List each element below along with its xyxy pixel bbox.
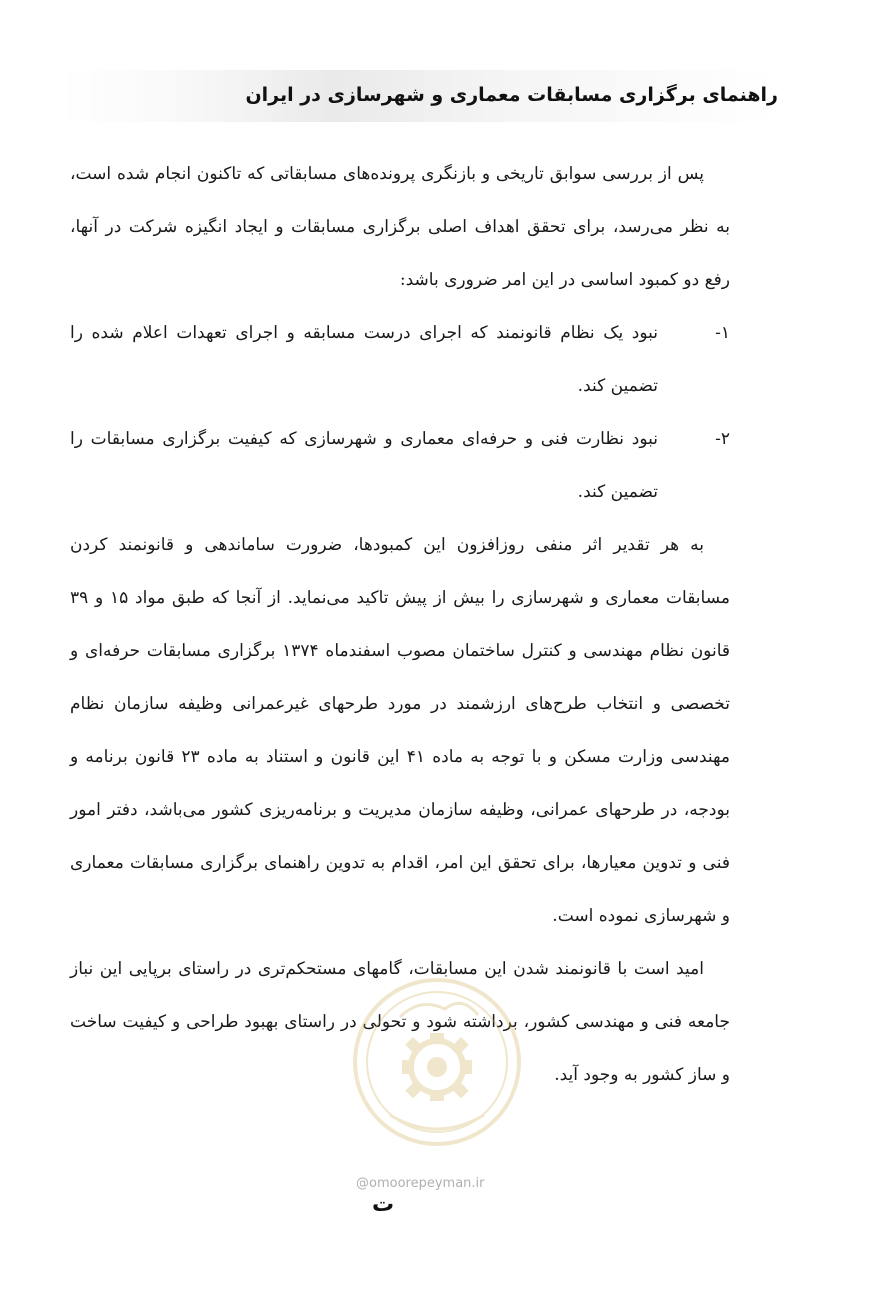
list-item-number: ۲- [715,429,730,449]
running-header [60,70,780,122]
body-paragraph: به هر تقدیر اثر منفی روزافزون این کمبودها، ضرورت ساماندهی و قانونمند کردن مسابقات معماری و شهرسازی را بیش از پیش تاکید می‌نماید. از آنجا که طبق مواد ۱۵ و ۳۹ قانون نظام مهندسی و کنترل ساختمان مصوب اسفندماه ۱۳۷۴ برگزاری مسابقات حرفه‌ای و تخصصی و انتخاب طرح‌های ارزشمند در مورد طرحهای غیرعمرانی وظیفه سازمان نظام مهندسی وزارت مسکن و با توجه به ماده ۴۱ این قانون و استناد به ماده ۲۳ قانون برنامه و بودجه، در طرحهای عمرانی، وظیفه سازمان مدیریت و برنامه‌ریزی کشور می‌باشد، دفتر امور فنی و تدوین معیارها، برای تحقق این امر، اقدام به تدوین راهنمای برگزاری مسابقات معماری و شهرسازی نموده است. [70,535,731,926]
intro-paragraph: پس از بررسی سوابق تاریخی و بازنگری پرونده‌های مسابقاتی که تاکنون انجام شده است، به نظر می‌رسد، برای تحقق اهداف اصلی برگزاری مسابقات و ایجاد انگیزه شرکت در آنها، رفع دو کمبود اساسی در این امر ضروری باشد: [70,164,730,290]
page-number: ت [371,1192,395,1217]
list-item-text: نبود یک نظام قانونمند که اجرای درست مسابقه و اجرای تعهدات اعلام شده را تضمین کند. [70,323,658,396]
list-item [70,307,730,413]
list-item-text: نبود نظارت فنی و حرفه‌ای معماری و شهرسازی که کیفیت برگزاری مسابقات را تضمین کند. [70,429,658,502]
closing-paragraph: امید است با قانونمند شدن این مسابقات، گامهای مستحکم‌تری در راستای برپایی این نباز جامعه فنی و مهندسی کشور، برداشته شود و تحولی در راستای بهبود طراحی و کیفیت ساخت و ساز کشور به وجود آید. [70,959,730,1085]
header-title: راهنمای برگزاری مسابقات معماری و شهرسازی در ایران [245,84,778,106]
watermark-url: @omoorepeyman.ir [356,1176,485,1191]
list-item [70,413,730,519]
body-text [70,148,730,1102]
list-item-number: ۱- [715,323,730,343]
